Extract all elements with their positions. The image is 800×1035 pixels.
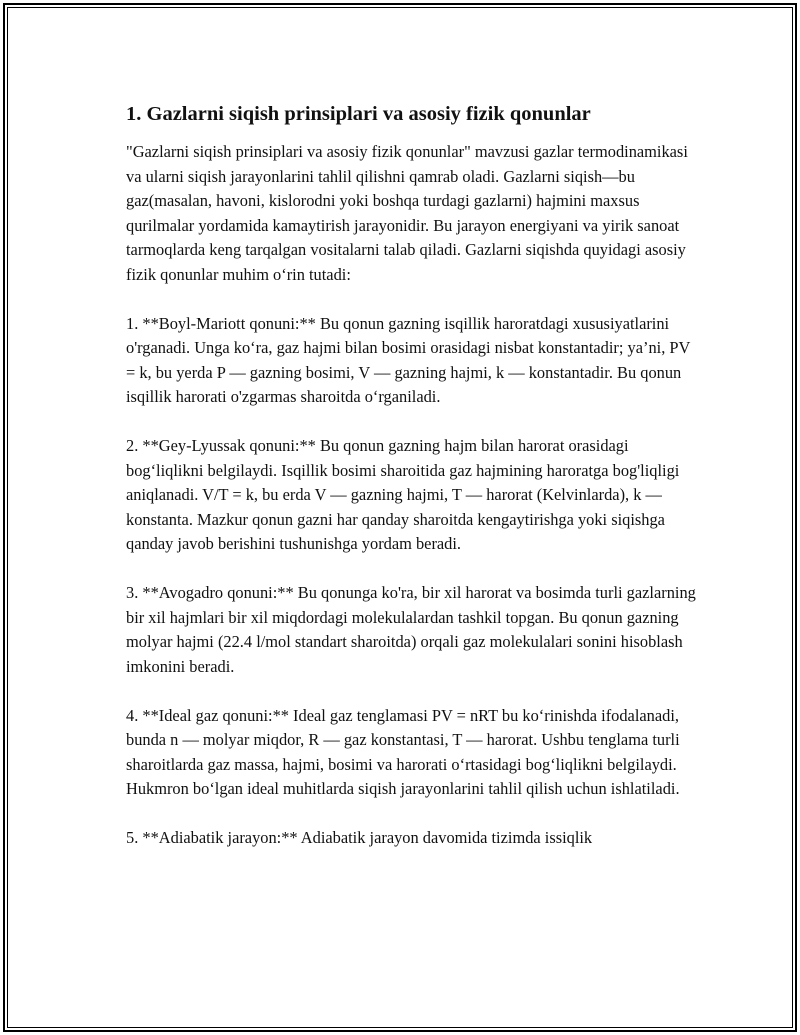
page-frame: [7, 7, 793, 1028]
avogadro-paragraph: 3. **Avogadro qonuni:** Bu qonunga ko'ra, bir xil harorat va bosimda turli gazlarning bir xil hajmlari bir xil miqdordagi molekulalardan tashkil topgan. Bu qonun gazning molyar hajmi (22.4 l/mol standart sharoitda) orqali gaz molekulalari sonini hisoblash imkonini beradi.: [126, 583, 696, 676]
adiabatic-paragraph: 5. **Adiabatik jarayon:** Adiabatik jarayon davomida tizimda issiqlik: [126, 828, 593, 847]
boyle-mariotte-paragraph: 1. **Boyl-Mariott qonuni:** Bu qonun gazning isqillik haroratdagi xususiyatlarini o'rganadi. Unga ko‘ra, gaz hajmi bilan bosimi orasidagi nisbat konstantadir; ya’ni, PV = k, bu yerda P — gazning bosimi, V — gazning hajmi, k — konstantadir. Bu qonun isqillik harorati o'zgarmas sharoitda o‘rganiladi.: [126, 313, 691, 406]
document-title: 1. Gazlarni siqish prinsiplari va asosiy fizik qonunlar: [126, 103, 591, 125]
document-body: [126, 100, 696, 875]
intro-paragraph: "Gazlarni siqish prinsiplari va asosiy fizik qonunlar" mavzusi gazlar termodinamikasi va ularni siqish jarayonlarini tahlil qilishni qamrab oladi. Gazlarni siqish—bu gaz(masalan, havoni, kislorodni yoki boshqa turdagi gazlarni) hajmini maxsus qurilmalar yordamida kamaytirish jarayonidir. Bu jarayon energiyani va yirik sanoat tarmoqlarda keng tarqalgan vositalarni talab qiladi. Gazlarni siqishda quyidagi asosiy fizik qonunlar muhim o‘rin tutadi:: [126, 142, 688, 284]
gay-lussac-paragraph: 2. **Gey-Lyussak qonuni:** Bu qonun gazning hajm bilan harorat orasidagi bog‘liqlikni belgilaydi. Isqillik bosimi sharoitida gaz hajmining haroratga bog'liqligi aniqlanadi. V/T = k, bu erda V — gazning hajmi, T — harorat (Kelvinlarda), k — konstanta. Mazkur qonun gazni har qanday sharoitda kengaytirishga yoki siqishga qanday javob berishini tushunishga yordam beradi.: [126, 436, 680, 553]
ideal-gas-paragraph: 4. **Ideal gaz qonuni:** Ideal gaz tenglamasi PV = nRT bu ko‘rinishda ifodalanadi, bunda n — molyar miqdor, R — gaz konstantasi, T — harorat. Ushbu tenglama turli sharoitlarda gaz massa, hajmi, bosimi va harorati o‘rtasidagi bog‘liqlikni belgilaydi. Hukmron bo‘lgan ideal muhitlarda siqish jarayonlarini tahlil qilish uchun ishlatiladi.: [126, 705, 680, 798]
